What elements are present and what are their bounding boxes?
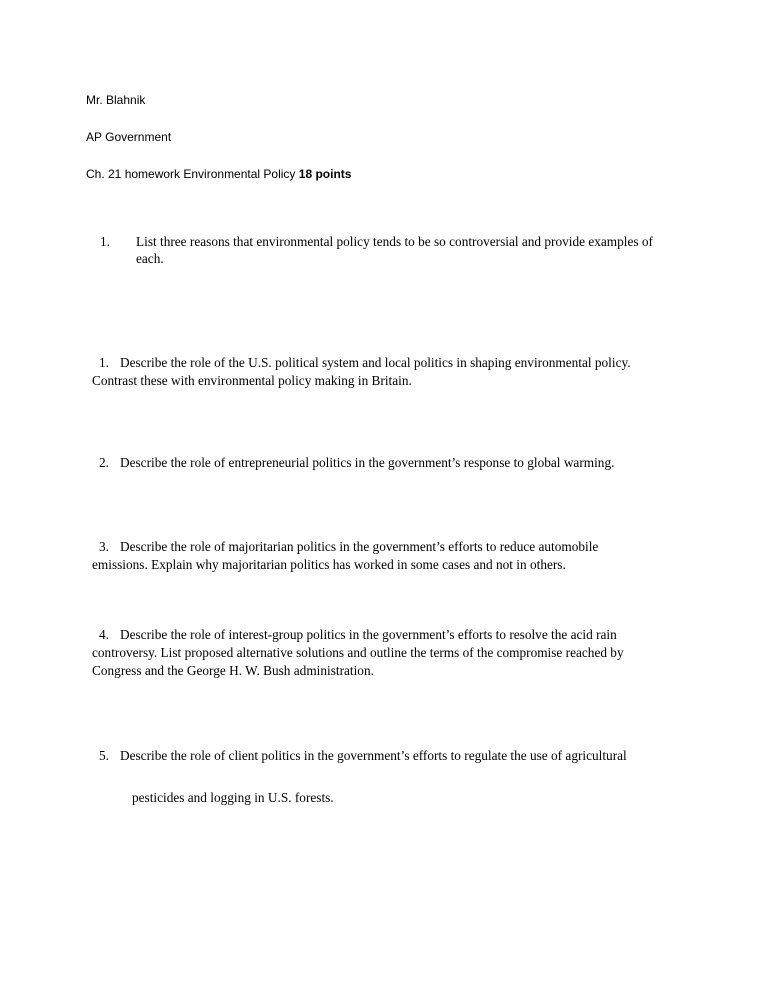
question-text: controversy. List proposed alternative solutions and outline the terms of the compromise reached by	[92, 645, 624, 660]
question-text: Describe the role of the U.S. political system and local politics in shaping environmental policy.	[120, 355, 631, 370]
question-number: 1.	[99, 355, 109, 370]
question-number: 5.	[99, 748, 109, 763]
course-name: AP Government	[86, 130, 172, 144]
question-number: 4.	[99, 627, 109, 642]
question-number: 2.	[99, 455, 109, 470]
question-text: Describe the role of client politics in the government’s efforts to regulate the use of agricultural	[120, 748, 627, 763]
question-text: List three reasons that environmental policy tends to be so controversial and provide examples of	[136, 234, 653, 249]
teacher-name: Mr. Blahnik	[86, 93, 146, 107]
question-text: Describe the role of majoritarian politics in the government’s efforts to reduce automobile	[120, 539, 599, 554]
question-text: each.	[136, 251, 164, 266]
question-text: Describe the role of interest-group politics in the government’s efforts to resolve the acid rain	[120, 627, 617, 642]
question-text: pesticides and logging in U.S. forests.	[132, 790, 334, 805]
question-text: Congress and the George H. W. Bush administration.	[92, 663, 374, 678]
question-text: emissions. Explain why majoritarian politics has worked in some cases and not in others.	[92, 557, 566, 572]
question-number: 1.	[100, 234, 110, 249]
question-number: 3.	[99, 539, 109, 554]
question-text: Describe the role of entrepreneurial politics in the government’s response to global warming.	[120, 455, 615, 470]
assignment-title: Ch. 21 homework Environmental Policy 18 points	[86, 167, 352, 181]
points-label: 18 points	[298, 167, 352, 181]
question-text: Contrast these with environmental policy making in Britain.	[92, 373, 412, 388]
